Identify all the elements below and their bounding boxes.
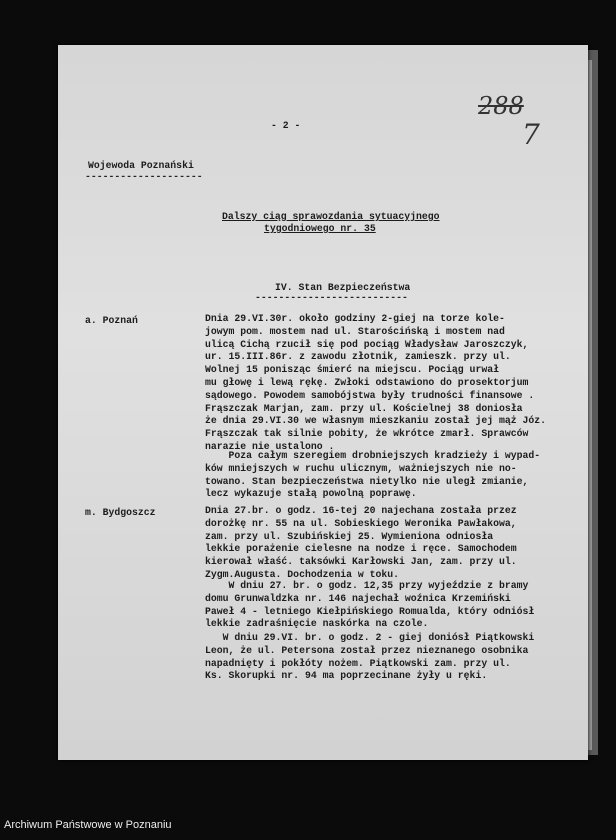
- text-line: W dniu 29.VI. br. o godz. 2 - giej doniósł Piątkowski: [205, 632, 535, 643]
- text-line: Paweł 4 - letniego Kiełpińskiego Romualda, który odniósł: [205, 605, 535, 617]
- text-line: jowym pom. mostem nad ul. Starościńską i mostem nad: [205, 325, 505, 337]
- paragraph-3: [205, 505, 517, 582]
- paragraph-4: [205, 580, 534, 631]
- paragraph-2: [205, 450, 540, 501]
- text-line: kierował właść. taksówki Karłowski Jan, zam. przy ul.: [205, 556, 517, 568]
- section-heading: IV. Stan Bezpieczeństwa: [275, 282, 411, 293]
- text-line: domu Grunwaldzka nr. 146 najechał woźnica Krzemiński: [205, 592, 511, 604]
- paragraph-1: [205, 313, 546, 454]
- text-line: lecz wykazuje stałą powolną poprawę.: [205, 488, 417, 500]
- text-line: ur. 15.III.86r. z zawodu złotnik, zamieszk. przy ul.: [205, 351, 511, 363]
- handwritten-page-number: 7: [522, 118, 540, 151]
- text-line: W dniu 27. br. o godz. 12,35 przy wyjeździe z bramy: [205, 580, 529, 591]
- text-line: Poza całym szeregiem drobniejszych kradzieży i wypad-: [205, 450, 541, 461]
- text-line: Dnia 27.br. o godz. 16-tej 20 najechana została przez: [205, 505, 517, 516]
- text-line: sądowego. Powodem samobójstwa były trudności finansowe .: [205, 389, 535, 401]
- text-line: napadnięty i pokłóty nożem. Piątkowski zam. przy ul.: [205, 657, 511, 669]
- text-line: Frąszczak tak silnie pobity, że wkrótce zmarł. Sprawców: [205, 428, 529, 440]
- text-line: towano. Stan bezpieczeństwa nietylko nie uległ zmianie,: [205, 475, 529, 487]
- title-line1: Dalszy ciąg sprawozdania sytuacyjnego: [222, 211, 440, 222]
- city-label-poznan: a. Poznań: [85, 315, 138, 326]
- sender: Wojewoda Poznański: [88, 160, 194, 171]
- city-label-bydgoszcz: m. Bydgoszcz: [85, 507, 156, 518]
- text-line: dorożkę nr. 55 na ul. Sobieskiego Weronika Pawłakowa,: [205, 517, 517, 529]
- text-line: Wolnej 15 ponisząc śmierć na miejscu. Pociąg urwał: [205, 364, 499, 376]
- archive-credit: Archiwum Państwowe w Poznaniu: [4, 819, 172, 831]
- section-rule: --------------------------: [255, 292, 408, 303]
- page-marker: - 2 -: [271, 120, 301, 131]
- text-line: zam. przy ul. Szubińskiej 25. Wymieniona odniosła: [205, 530, 494, 542]
- text-line: Frąszczak Marjan, zam. przy ul. Kościelnej 38 doniosła: [205, 402, 523, 414]
- text-line: ków mniejszych w ruchu ulicznym, ważniejszych nie no-: [205, 462, 517, 474]
- text-line: mu głowę i lewą rękę. Zwłoki odstawiono do prosektorjum: [205, 376, 529, 388]
- text-line: Leon, że ul. Petersona został przez nieznanego osobnika: [205, 644, 529, 656]
- text-line: narazie nie ustalono .: [205, 440, 335, 452]
- text-line: Dnia 29.VI.30r. około godziny 2-giej na torze kole-: [205, 313, 505, 324]
- sender-rule: --------------------: [85, 171, 203, 182]
- text-line: ulicą Cichą rzucił się pod pociąg Władysław Jaroszczyk,: [205, 338, 529, 350]
- handwritten-old-number: 288: [478, 92, 524, 120]
- text-line: że dnia 29.VI.30 we własnym mieszkaniu został jej mąż Józ.: [205, 415, 546, 427]
- text-line: lekkie porażenie cielesne na nodze i ręce. Samochodem: [205, 543, 517, 555]
- paragraph-5: [205, 632, 534, 683]
- title-line2: tygodniowego nr. 35: [264, 223, 376, 234]
- text-line: Zygm.Augusta. Dochodzenia w toku.: [205, 568, 400, 580]
- text-line: lekkie zadraśnięcie naskórka na czole.: [205, 618, 429, 630]
- text-line: Ks. Skorupki nr. 94 ma poprzecinane żyły u ręki.: [205, 670, 488, 682]
